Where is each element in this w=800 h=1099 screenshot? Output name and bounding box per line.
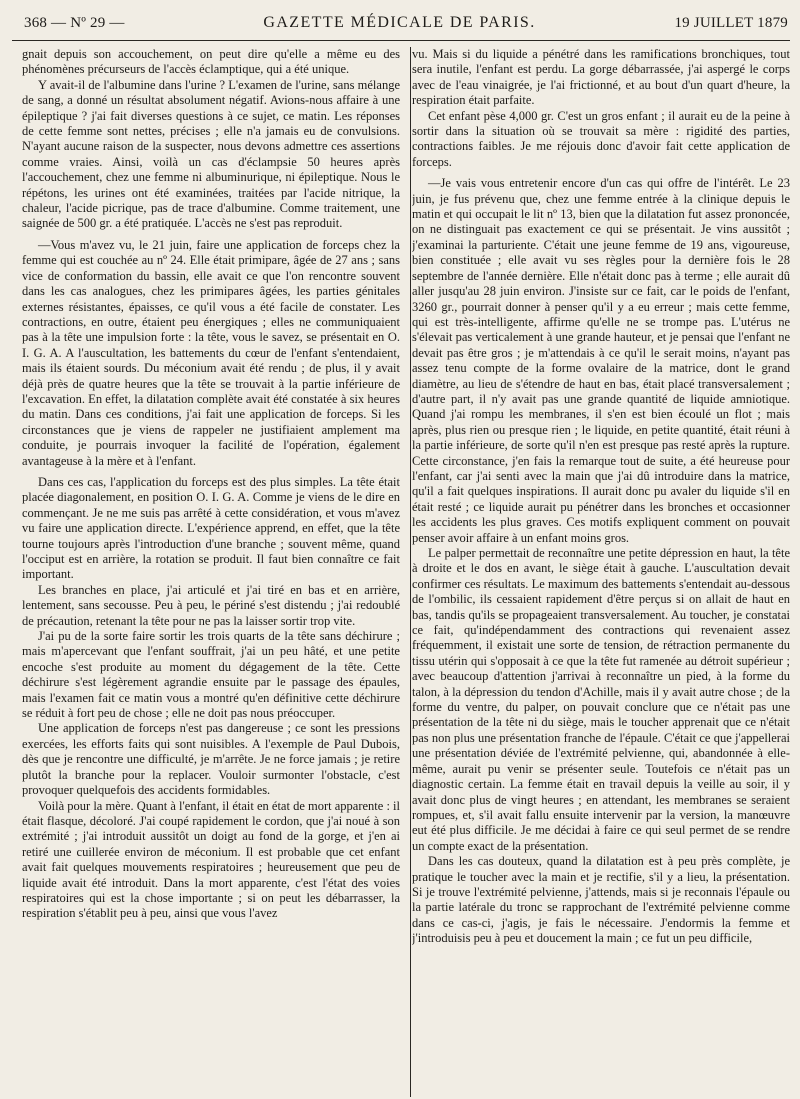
article-body (12, 47, 790, 1097)
paragraph: —Vous m'avez vu, le 21 juin, faire une application de forceps chez la femme qui est couchée au nº 24. Elle était primipare, âgée de 27 ans ; sans vice de conformation du bassin, elle avait ce que l'on rencontre souvent dans les cas analogues, chez les primipares âgées, les parties génitales externes résistantes, épaisses, ce qu'il vous a été facile de constater. Les contractions, en outre, étaient peu énergiques ; elles ne communiquaient pas à la tête une impulsion forte : la tête, vous le savez, se présentait en O. I. G. A. A l'auscultation, les battements du cœur de l'enfant s'entendaient, mais ils étaient sourds. Du méconium avait été rendu ; de plus, il y avait déjà près de quatre heures que la tête se trouvait à la partie inférieure de l'excavation. En effet, la dilatation complète avait été constatée à six heures du matin. Dans ces conditions, j'ai fait une application de forceps. Si les circonstances que je viens de rappeler ne justifiaient amplement ma conduite, je pourrais invoquer la facilité de l'opération, également avantageuse à la mère et à l'enfant. (22, 237, 400, 468)
page-number: 368 — Nº 29 — (24, 15, 125, 31)
paragraph: gnait depuis son accouchement, on peut dire qu'elle a même eu des phénomènes précurseurs de l'accès éclamptique, qui a été unique. (22, 47, 400, 77)
left-column (12, 47, 400, 1097)
paragraph: Le palper permettait de reconnaître une petite dépression en haut, la tête à droite et le dos en avant, le siège était à gauche. L'auscultation devait confirmer ces résultats. Le maximum des battements s'entendait au-dessous de l'ombilic, ils cessaient rapidement d'être perçus si on allait de haut en bas, tandis qu'ils se propageaient transversalement. Au toucher, je constatai ce fait, qu'indépendamment des contractions qui revenaient assez fréquemment, il existait une sorte de tension, de rétraction permanente du tissu utérin qui s'opposait à ce que la tête fut ramenée au détroit supérieur ; avec beaucoup d'attention j'arrivai à reconnaître un pied, à la forme du talon, à la dépression du tendon d'Achille, mais il y avait autre chose ; de la forme du ventre, du palper, on pouvait conclure que ce n'était pas une présentation de la tête ni du siège, mais le toucher apprenait que ce n'était pas non plus une présentation franche de l'épaule. C'était ce que j'appellerai une présentation déviée de l'extrémité pelvienne, qui, abandonnée à elle-même, aurait pu venir se présenter seule. Toutefois ce n'était pas un diagnostic certain. La femme était en travail depuis la veille au soir, il y avait donc plus de vingt heures ; en attendant, les membranes se seraient rompues, et, s'il avait fallu ensuite intervenir par la version, la manœuvre eut été plus difficile. Je me décidai à faire ce qui seul permet de se rendre un compte exact de la présentation. (412, 546, 790, 853)
paragraph: vu. Mais si du liquide a pénétré dans les ramifications bronchiques, tout sera inutile, l'enfant est perdu. La gorge débarrassée, j'ai aspergé le corps avec de l'eau vinaigrée, je l'ai frictionné, et au bout d'un quart d'heure, la respiration était parfaite. (412, 47, 790, 108)
paragraph: Une application de forceps n'est pas dangereuse ; ce sont les pressions exercées, les efforts faits qui sont nuisibles. A l'exemple de Paul Dubois, dès que je rencontre une difficulté, je m'arrête. Je ne force jamais ; je retire plutôt la branche pour la replacer. Vouloir surmonter l'obstacle, c'est provoquer quelquefois des accidents formidables. (22, 721, 400, 798)
issue-date: 19 JUILLET 1879 (674, 15, 788, 31)
column-divider (410, 47, 411, 1097)
paragraph: Y avait-il de l'albumine dans l'urine ? L'examen de l'urine, sans mélange de sang, a donné un résultat absolument négatif. Avions-nous affaire à une épileptique ? j'ai fait diverses questions à ce sujet, ce matin. Les réponses de cette femme sont nettes, précises ; elle n'a jamais eu de convulsions. N'ayant aucune raison de la suspecter, nous devons admettre ces assertions comme vraies. Ainsi, voilà un cas d'éclampsie 50 heures après l'accouchement, chez une femme ni albuminurique, ni épileptique. Nous le répétons, les urines ont été examinées, traitées par l'acide nitrique, la chaleur, l'acide picrique, pas de trace d'albumine. Comme traitement, une saignée de 500 gr. a été pratiquée. L'accès ne s'est pas reproduit. (22, 77, 400, 231)
right-column (412, 47, 790, 1097)
page-header (12, 14, 790, 41)
paragraph: Les branches en place, j'ai articulé et j'ai tiré en bas et en arrière, lentement, sans secousse. Peu à peu, le périné s'est distendu ; j'ai redoublé de précaution, retenant la tête pour ne pas la laisser sortir trop vite. (22, 582, 400, 628)
paragraph: J'ai pu de la sorte faire sortir les trois quarts de la tête sans déchirure ; mais m'apercevant que l'enfant souffrait, j'ai un peu hâté, et une petite encoche s'est produite au moment du dégagement de la tête. Cette déchirure s'est légèrement agrandie ensuite par le passage des épaules, mais l'examen fait ce matin vous a montré qu'en définitive cette déchirure se réduit à fort peu de chose ; elle ne doit pas nous préoccuper. (22, 629, 400, 721)
paragraph: Voilà pour la mère. Quant à l'enfant, il était en état de mort apparente : il était flasque, décoloré. J'ai coupé rapidement le cordon, que j'ai noué à son extrémité ; j'ai introduit aussitôt un doigt au fond de la gorge, et j'en ai retiré une cuillerée environ de méconium. Il est probable que cet enfant avait fait quelques mouvements respiratoires ; heureusement que peu de liquide avait été introduit. Dans la mort apparente, c'est l'état des voies respiratoires qui est la chose importante ; si on peut les débarrasser, la respiration s'établit peu à peu, ainsi que vous l'avez (22, 798, 400, 921)
paragraph: —Je vais vous entretenir encore d'un cas qui offre de l'intérêt. Le 23 juin, je fus prévenu que, chez une femme entrée à la clinique depuis le matin et qui occupait le lit nº 13, bien que la dilatation fut assez prononcée, on ne distinguait pas exactement ce qui se présentait. Je vins aussitôt ; j'examinai la parturiente. C'était une jeune femme de 19 ans, vigoureuse, bien constituée ; elle avait vu ses règles pour la dernière fois le 28 septembre de l'année dernière. Elle n'était donc pas à terme ; elle aurait dû aller jusqu'au 28 juin environ. J'insiste sur ce fait, car le poids de l'enfant, 3260 gr., pourrait donner à penser qu'il y a eu erreur ; mais cette femme, qui est très-intelligente, affirme qu'elle ne se trompe pas. L'utérus ne s'élevait pas verticalement à une grande hauteur, et je pensai que l'enfant ne devait pas être gros ; je m'attendais à ce qu'il le serait moins, n'ayant pas assez tenu compte de la forme ovalaire de la matrice, dont le grand diamètre, au lieu de s'étendre de haut en bas, était placé transversalement ; d'autre part, il n'y avait pas une grande quantité de liquide amniotique. Quand j'ai rompu les membranes, il s'en est bien écoulé un flot ; mais après, plus rien ou presque rien ; le liquide, en petite quantité, était réuni à la partie inférieure, de sorte qu'il n'en est presque pas resté après la rupture. Cette circonstance, j'en fais la remarque tout de suite, a été heureuse pour l'enfant, car j'ai senti avec la main que j'ai dû introduire dans la matrice, qu'il a fait quelques inspirations. Il aurait donc pu avaler du liquide s'il en était resté ; ce liquide aurait pu pénétrer dans les bronches et occasionner les accidents les plus graves. Ces motifs expliquent comment on pouvait penser avoir affaire à un enfant moins gros. (412, 176, 790, 545)
journal-title: GAZETTE MÉDICALE DE PARIS. (263, 14, 536, 31)
paragraph: Cet enfant pèse 4,000 gr. C'est un gros enfant ; il aurait eu de la peine à sortir dans la situation où se trouvait sa mère : rigidité des parties, contractions faibles. Je me réjouis donc d'avoir fait cette application de forceps. (412, 108, 790, 169)
paragraph: Dans les cas douteux, quand la dilatation est à peu près complète, je pratique le toucher avec la main et je rectifie, s'il y a lieu, la présentation. Si je trouve l'extrémité pelvienne, j'attends, mais si je reconnais l'épaule ou la partie latérale du tronc se rapprochant de l'extrémité pelvienne comme dans ce cas-ci, j'agis, je fais le nécessaire. J'endormis la femme et j'introduisis peu à peu et doucement la main ; ce fut un peu difficile, (412, 854, 790, 946)
paragraph: Dans ces cas, l'application du forceps est des plus simples. La tête était placée diagonalement, en position O. I. G. A. Comme je viens de le dire en commençant. Je ne me suis pas arrêté à cette considération, et vous m'avez vu faire une application directe. L'expérience apprend, en effet, que la tête tourne toujours après l'introduction d'une branche ; souvent même, quand l'occiput est en arrière, la rotation se produit. Il faut bien connaître ce fait important. (22, 474, 400, 582)
